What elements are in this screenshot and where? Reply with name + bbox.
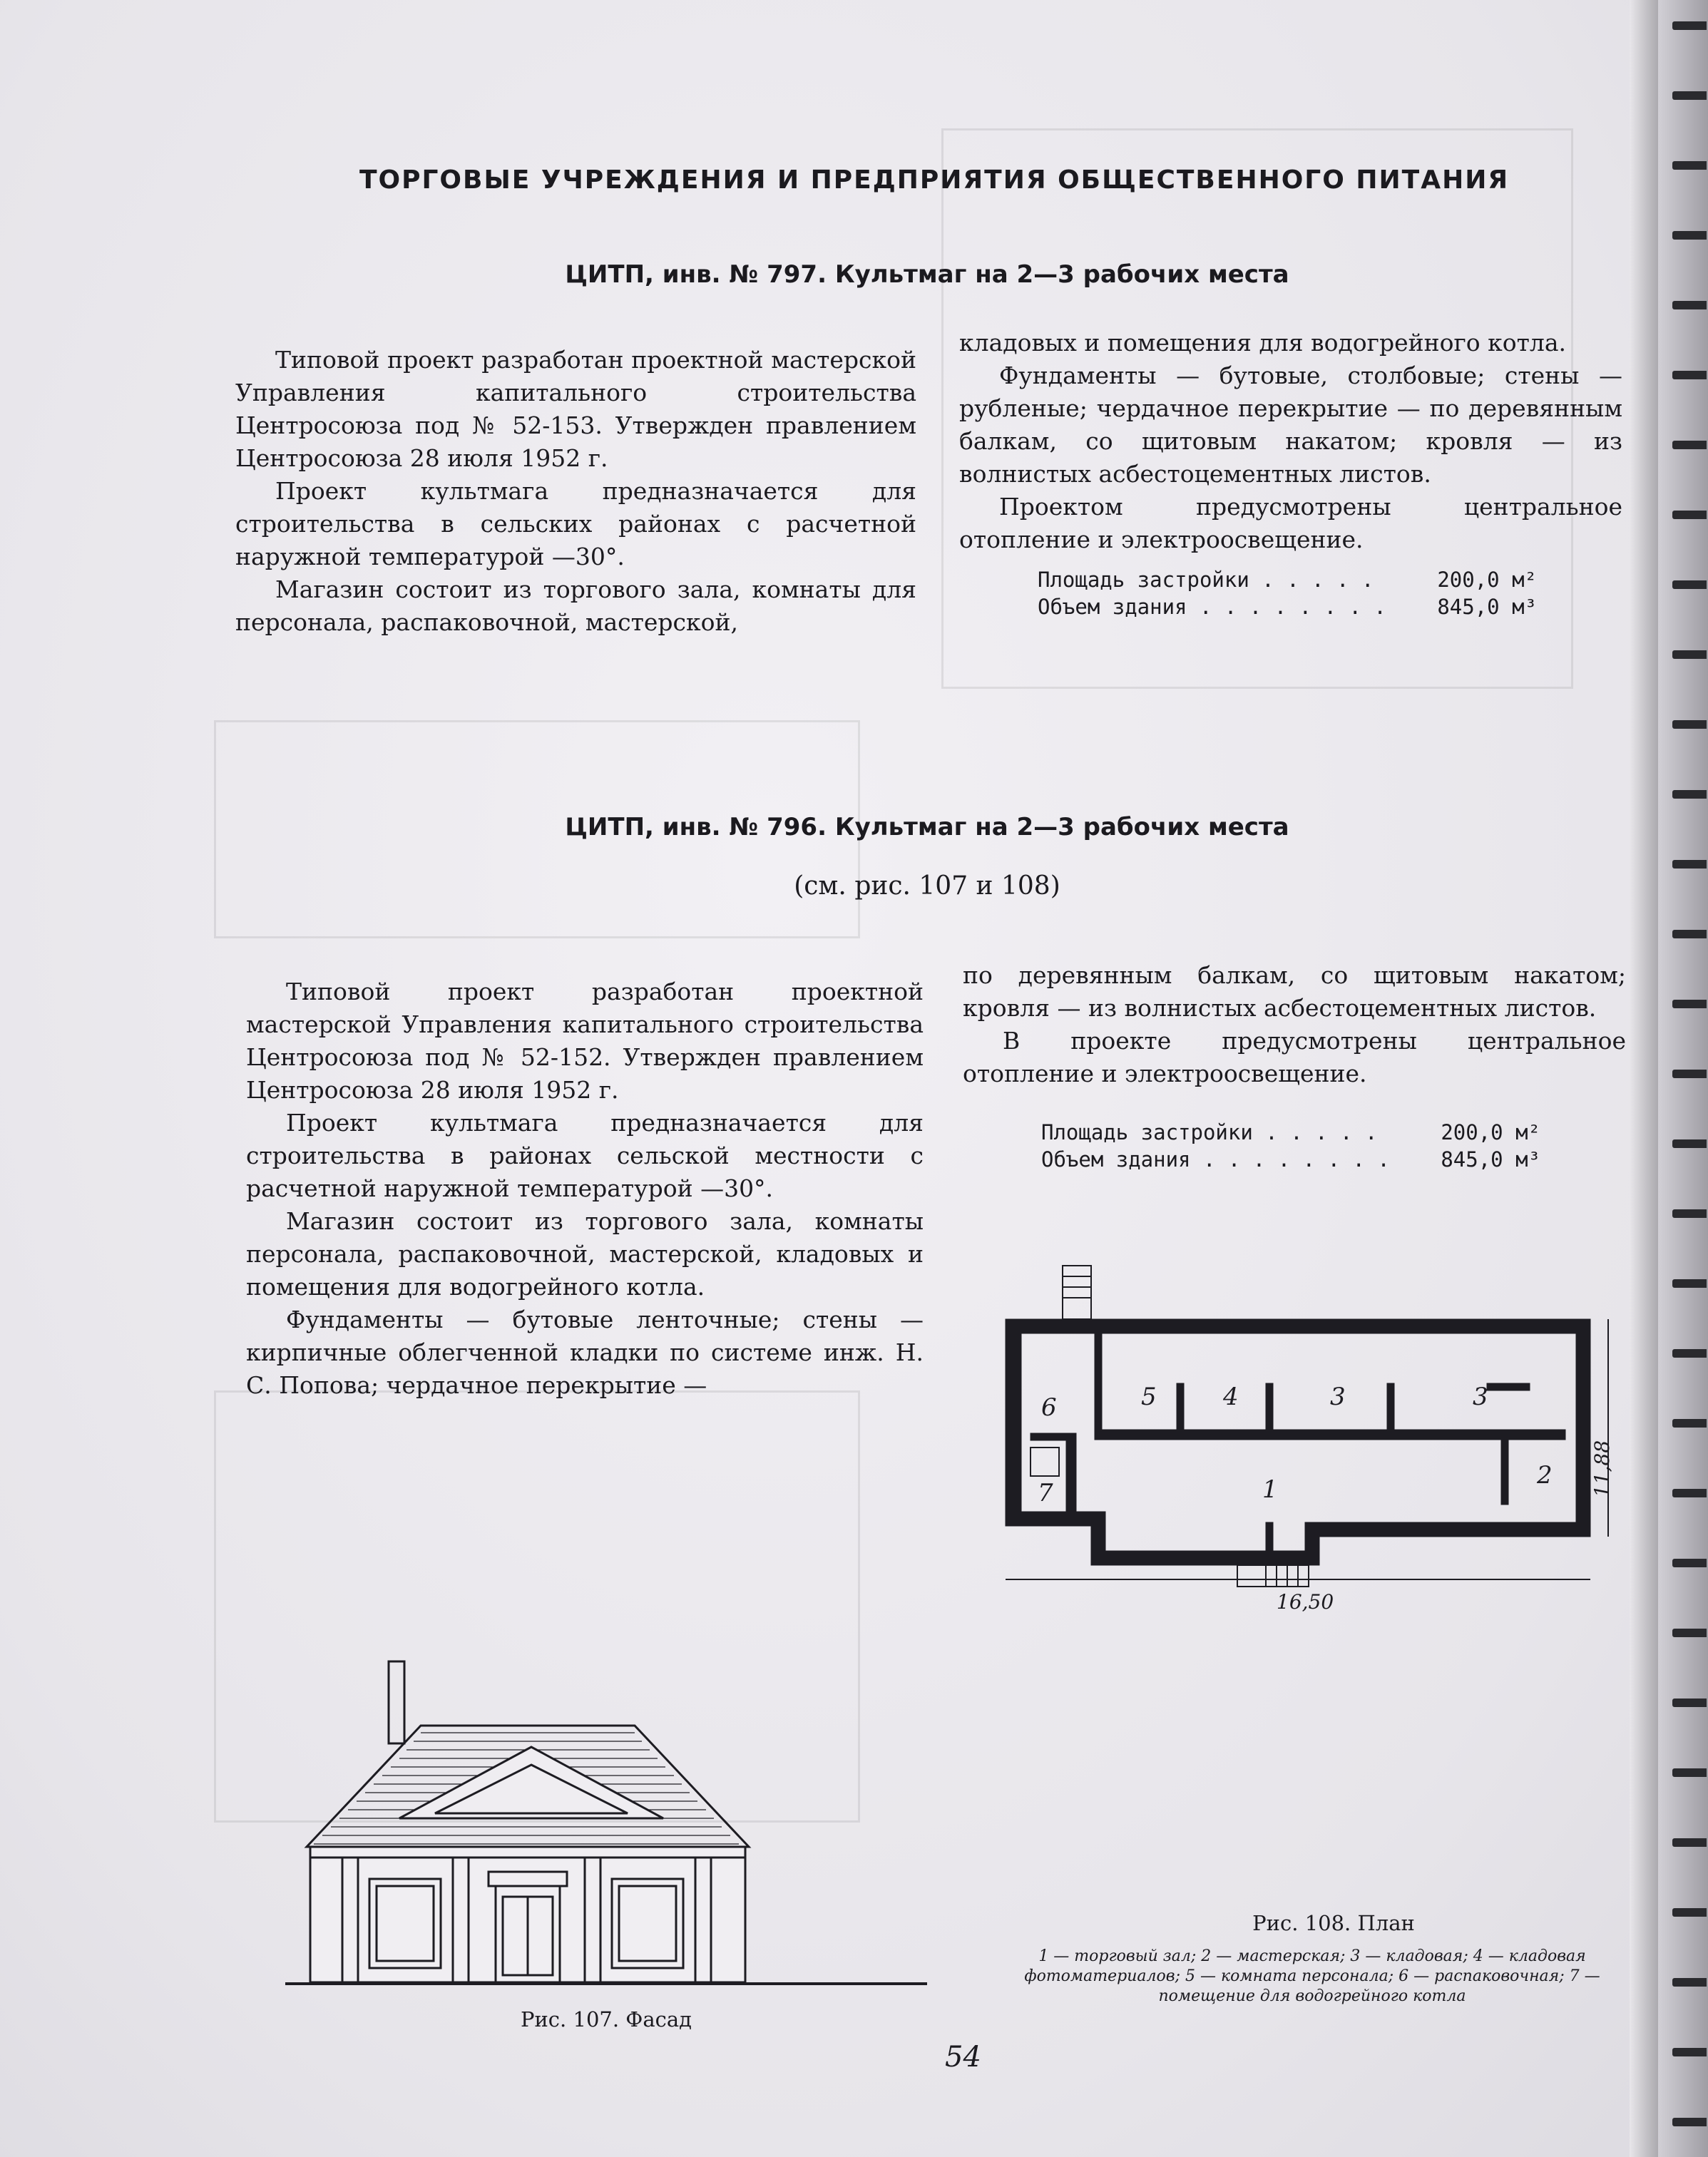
dimension-height: 11,88 bbox=[1590, 1440, 1614, 1497]
room-label-3b: 3 bbox=[1473, 1383, 1488, 1411]
paragraph: Фундаменты — бутовые ленточные; стены — кирпичные облегченной кладки по системе инж. Н. С. Попова; чердачное перекрытие — bbox=[246, 1306, 924, 1399]
binding-ring bbox=[1672, 91, 1707, 100]
section2-stats bbox=[963, 1119, 1540, 1173]
binding-ring bbox=[1672, 790, 1707, 799]
binding-ring bbox=[1672, 1419, 1707, 1428]
page-number: 54 bbox=[945, 2041, 981, 2074]
paragraph: Типовой проект разработан проектной мастерской Управления капитального строительства Центросоюза под № 52-153. Утвержден правлением Центросоюза 28 июля 1952 г. bbox=[235, 346, 916, 472]
binding-ring bbox=[1672, 1559, 1707, 1567]
section1-stats bbox=[959, 566, 1537, 620]
binding-ring bbox=[1672, 231, 1707, 240]
paragraph: Магазин состоит из торгового зала, комнаты для персонала, распаковочной, мастерской, bbox=[235, 575, 916, 636]
paragraph: Типовой проект разработан проектной мастерской Управления капитального строительства Центросоюза под № 52-152. Утвержден правлением Центросоюза 28 июля 1952 г. bbox=[246, 978, 924, 1104]
binding-ring bbox=[1672, 650, 1707, 659]
wall bbox=[1006, 1319, 1021, 1526]
section2-subtitle: (см. рис. 107 и 108) bbox=[794, 871, 1060, 901]
stat-row: Площадь застройки . . . . . 200,0 м² bbox=[1041, 1120, 1540, 1144]
room-label-1: 1 bbox=[1262, 1475, 1278, 1504]
figure108-caption: Рис. 108. План bbox=[1252, 1911, 1415, 1935]
wall bbox=[1576, 1319, 1590, 1537]
room-label-2: 2 bbox=[1537, 1461, 1553, 1490]
paragraph: Проектом предусмотрены центральное отопление и электроосвещение. bbox=[959, 493, 1622, 553]
stat-row: Объем здания . . . . . . . . 845,0 м³ bbox=[1038, 595, 1537, 619]
binding-ring bbox=[1672, 301, 1707, 309]
binding-ring bbox=[1672, 1139, 1707, 1148]
binding-ring bbox=[1672, 2118, 1707, 2126]
facade-drawing bbox=[285, 1640, 941, 2004]
paragraph: В проекте предусмотрены центральное отопление и электроосвещение. bbox=[963, 1027, 1626, 1087]
binding-ring bbox=[1672, 2048, 1707, 2056]
wall bbox=[1095, 1430, 1565, 1440]
binding-ring bbox=[1672, 930, 1707, 938]
section1-left-column bbox=[235, 344, 916, 639]
paragraph: по деревянным балкам, со щитовым накатом; кровля — из волнистых асбестоцементных листов. bbox=[963, 961, 1626, 1022]
stat-row: Площадь застройки . . . . . 200,0 м² bbox=[1038, 568, 1537, 592]
binding-ring bbox=[1672, 21, 1707, 30]
room-label-6: 6 bbox=[1041, 1393, 1057, 1422]
paragraph: Магазин состоит из торгового зала, комнаты персонала, распаковочной, мастерской, кладовых и помещения для водогрейного котла. bbox=[246, 1207, 924, 1301]
wall bbox=[1006, 1512, 1091, 1526]
paragraph: Проект культмага предназначается для строительства в сельских районах с расчетной наружной температурой —30°. bbox=[235, 477, 916, 570]
floor-plan-drawing bbox=[988, 1262, 1615, 1590]
binding-ring bbox=[1672, 511, 1707, 519]
binding-ring bbox=[1672, 860, 1707, 869]
room-label-7: 7 bbox=[1038, 1479, 1053, 1507]
wall bbox=[1091, 1551, 1305, 1565]
figure107-caption: Рис. 107. Фасад bbox=[520, 2007, 692, 2032]
binding-ring bbox=[1672, 371, 1707, 379]
paragraph: кладовых и помещения для водогрейного котла. bbox=[959, 329, 1566, 357]
dimension-width: 16,50 bbox=[1277, 1590, 1334, 1614]
figure108-legend: 1 — торговый зал; 2 — мастерская; 3 — кладовая; 4 — кладовая фотоматериалов; 5 — комната персонала; 6 — распаковочная; 7 — помещение для водогрейного котла bbox=[1024, 1947, 1600, 2005]
room-label-4: 4 bbox=[1223, 1383, 1239, 1411]
section2-left-column bbox=[246, 975, 924, 1402]
binding-ring bbox=[1672, 1768, 1707, 1777]
binding-ring bbox=[1672, 1908, 1707, 1917]
binding-ring bbox=[1672, 441, 1707, 449]
binding-ring bbox=[1672, 161, 1707, 170]
section1-right-column bbox=[959, 327, 1622, 620]
pediment bbox=[399, 1747, 663, 1818]
stat-row: Объем здания . . . . . . . . 845,0 м³ bbox=[1041, 1147, 1540, 1172]
binding-ring bbox=[1672, 1978, 1707, 1987]
wall bbox=[1305, 1522, 1590, 1537]
binding-ring bbox=[1672, 1838, 1707, 1847]
section2-title: ЦИТП, инв. № 796. Культмаг на 2—3 рабочих места bbox=[565, 813, 1289, 841]
binding-ring bbox=[1672, 1279, 1707, 1288]
running-head: ТОРГОВЫЕ УЧРЕЖДЕНИЯ И ПРЕДПРИЯТИЯ ОБЩЕСТВЕННОГО ПИТАНИЯ bbox=[359, 165, 1510, 195]
binding-ring bbox=[1672, 1209, 1707, 1218]
binding-ring bbox=[1672, 1489, 1707, 1497]
section2-right-column bbox=[963, 959, 1626, 1173]
binding-ring bbox=[1672, 580, 1707, 589]
binding-ring bbox=[1672, 720, 1707, 729]
wall bbox=[1006, 1319, 1590, 1333]
binding-ring bbox=[1672, 1699, 1707, 1707]
binding-ring bbox=[1672, 1070, 1707, 1078]
paragraph: Фундаменты — бутовые, столбовые; стены — рубленые; чердачное перекрытие — по деревянным балкам, со щитовым накатом; кровля — из волнистых асбестоцементных листов. bbox=[959, 362, 1622, 488]
binding-ring bbox=[1672, 1349, 1707, 1358]
binding-ring bbox=[1672, 1000, 1707, 1008]
paragraph: Проект культмага предназначается для строительства в районах сельской местности с расчетной наружной температурой —30°. bbox=[246, 1109, 924, 1202]
chimney bbox=[389, 1661, 404, 1743]
spiral-binding bbox=[1630, 0, 1708, 2157]
room-label-3: 3 bbox=[1330, 1383, 1346, 1411]
binding-ring bbox=[1672, 1629, 1707, 1637]
section1-title: ЦИТП, инв. № 797. Культмаг на 2—3 рабочих места bbox=[565, 260, 1289, 289]
room-label-5: 5 bbox=[1141, 1383, 1157, 1411]
